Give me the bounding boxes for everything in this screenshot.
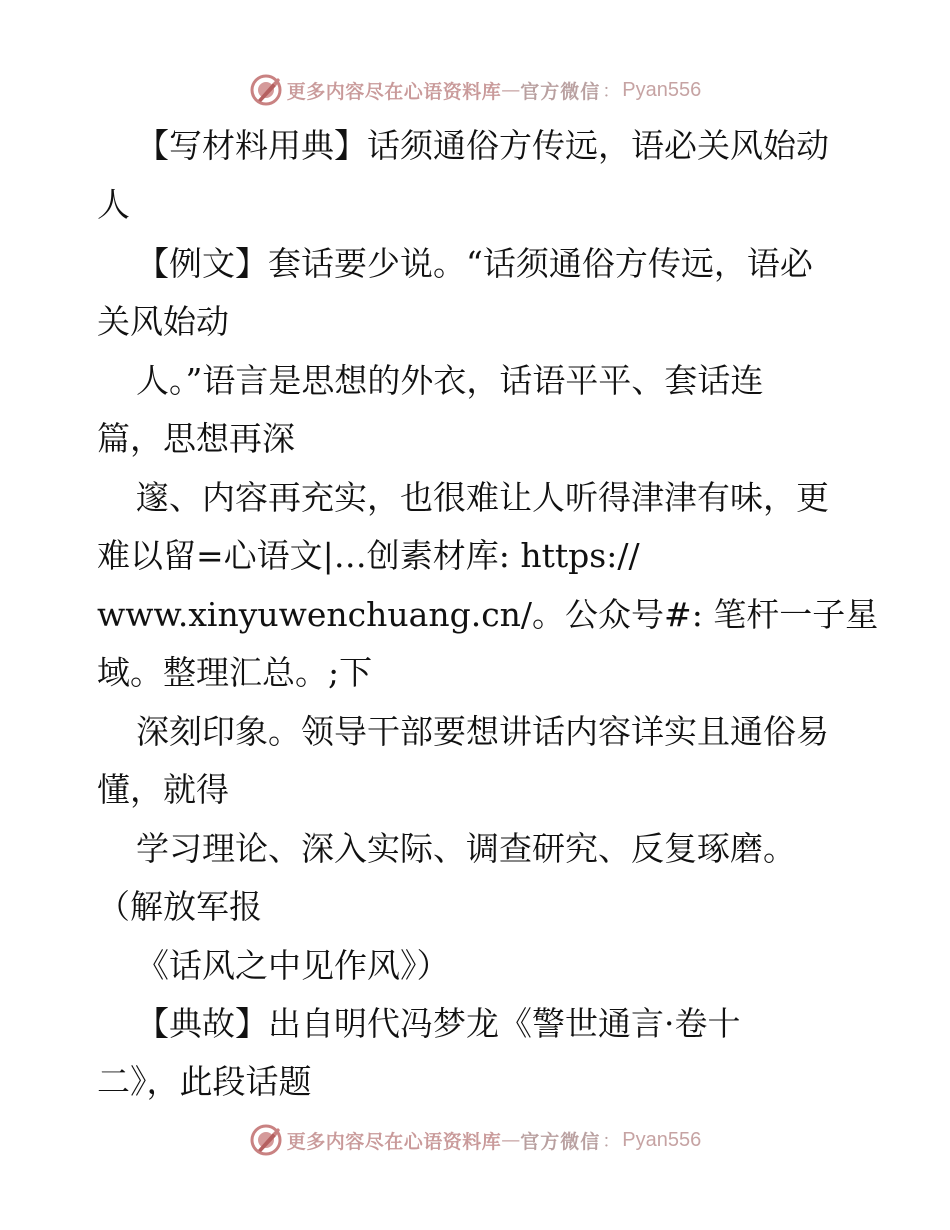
pen-logo-icon [249,73,283,107]
pen-logo-icon [249,1123,283,1157]
watermark-separator: — [501,1129,521,1151]
text-line: 二》，此段话题 [97,1062,312,1101]
text-line: 难以留=心语文|…创素材库: https:// [97,536,640,575]
watermark-label: 官方微信 [520,1130,601,1153]
text-line: 【写材料用典】话须通俗方传远，语必关风始动 [136,126,829,165]
text-line: 篇，思想再深 [97,419,295,458]
text-line: 人 [97,185,130,224]
text-line: 深刻印象。领导干部要想讲话内容详实且通俗易 [136,712,829,751]
watermark-id: Pyan556 [622,78,702,101]
watermark-label: 官方微信 [520,80,601,103]
text-line: （解放军报 [97,887,262,926]
text-line: 域。整理汇总。;下 [97,653,373,692]
text-line: 关风始动 [97,302,229,341]
watermark-text: 更多内容尽在心语资料库 [286,80,502,103]
watermark-text: 更多内容尽在心语资料库 [286,1130,502,1153]
watermark-id: Pyan556 [622,1128,702,1151]
watermark-separator: — [501,79,521,101]
text-line: 《话风之中见作风》） [136,946,450,985]
text-line: 邃、内容再充实，也很难让人听得津津有味，更 [136,478,829,517]
footer-watermark [0,1120,950,1160]
watermark-colon: ： [602,81,621,102]
header-watermark [0,70,950,110]
watermark-colon: ： [602,1131,621,1152]
text-line: 【例文】套话要少说。“话须通俗方传远，语必 [136,244,813,283]
text-line: 【典故】出自明代冯梦龙《警世通言·卷十 [136,1004,741,1043]
text-line: www.xinyuwenchuang.cn/。公众号#: 笔杆一子星 [97,595,879,634]
text-line: 懂，就得 [97,770,229,809]
text-line: 学习理论、深入实际、调查研究、反复琢磨。 [136,829,796,868]
text-line: 人。”语言是思想的外衣，话语平平、套话连 [136,361,764,400]
